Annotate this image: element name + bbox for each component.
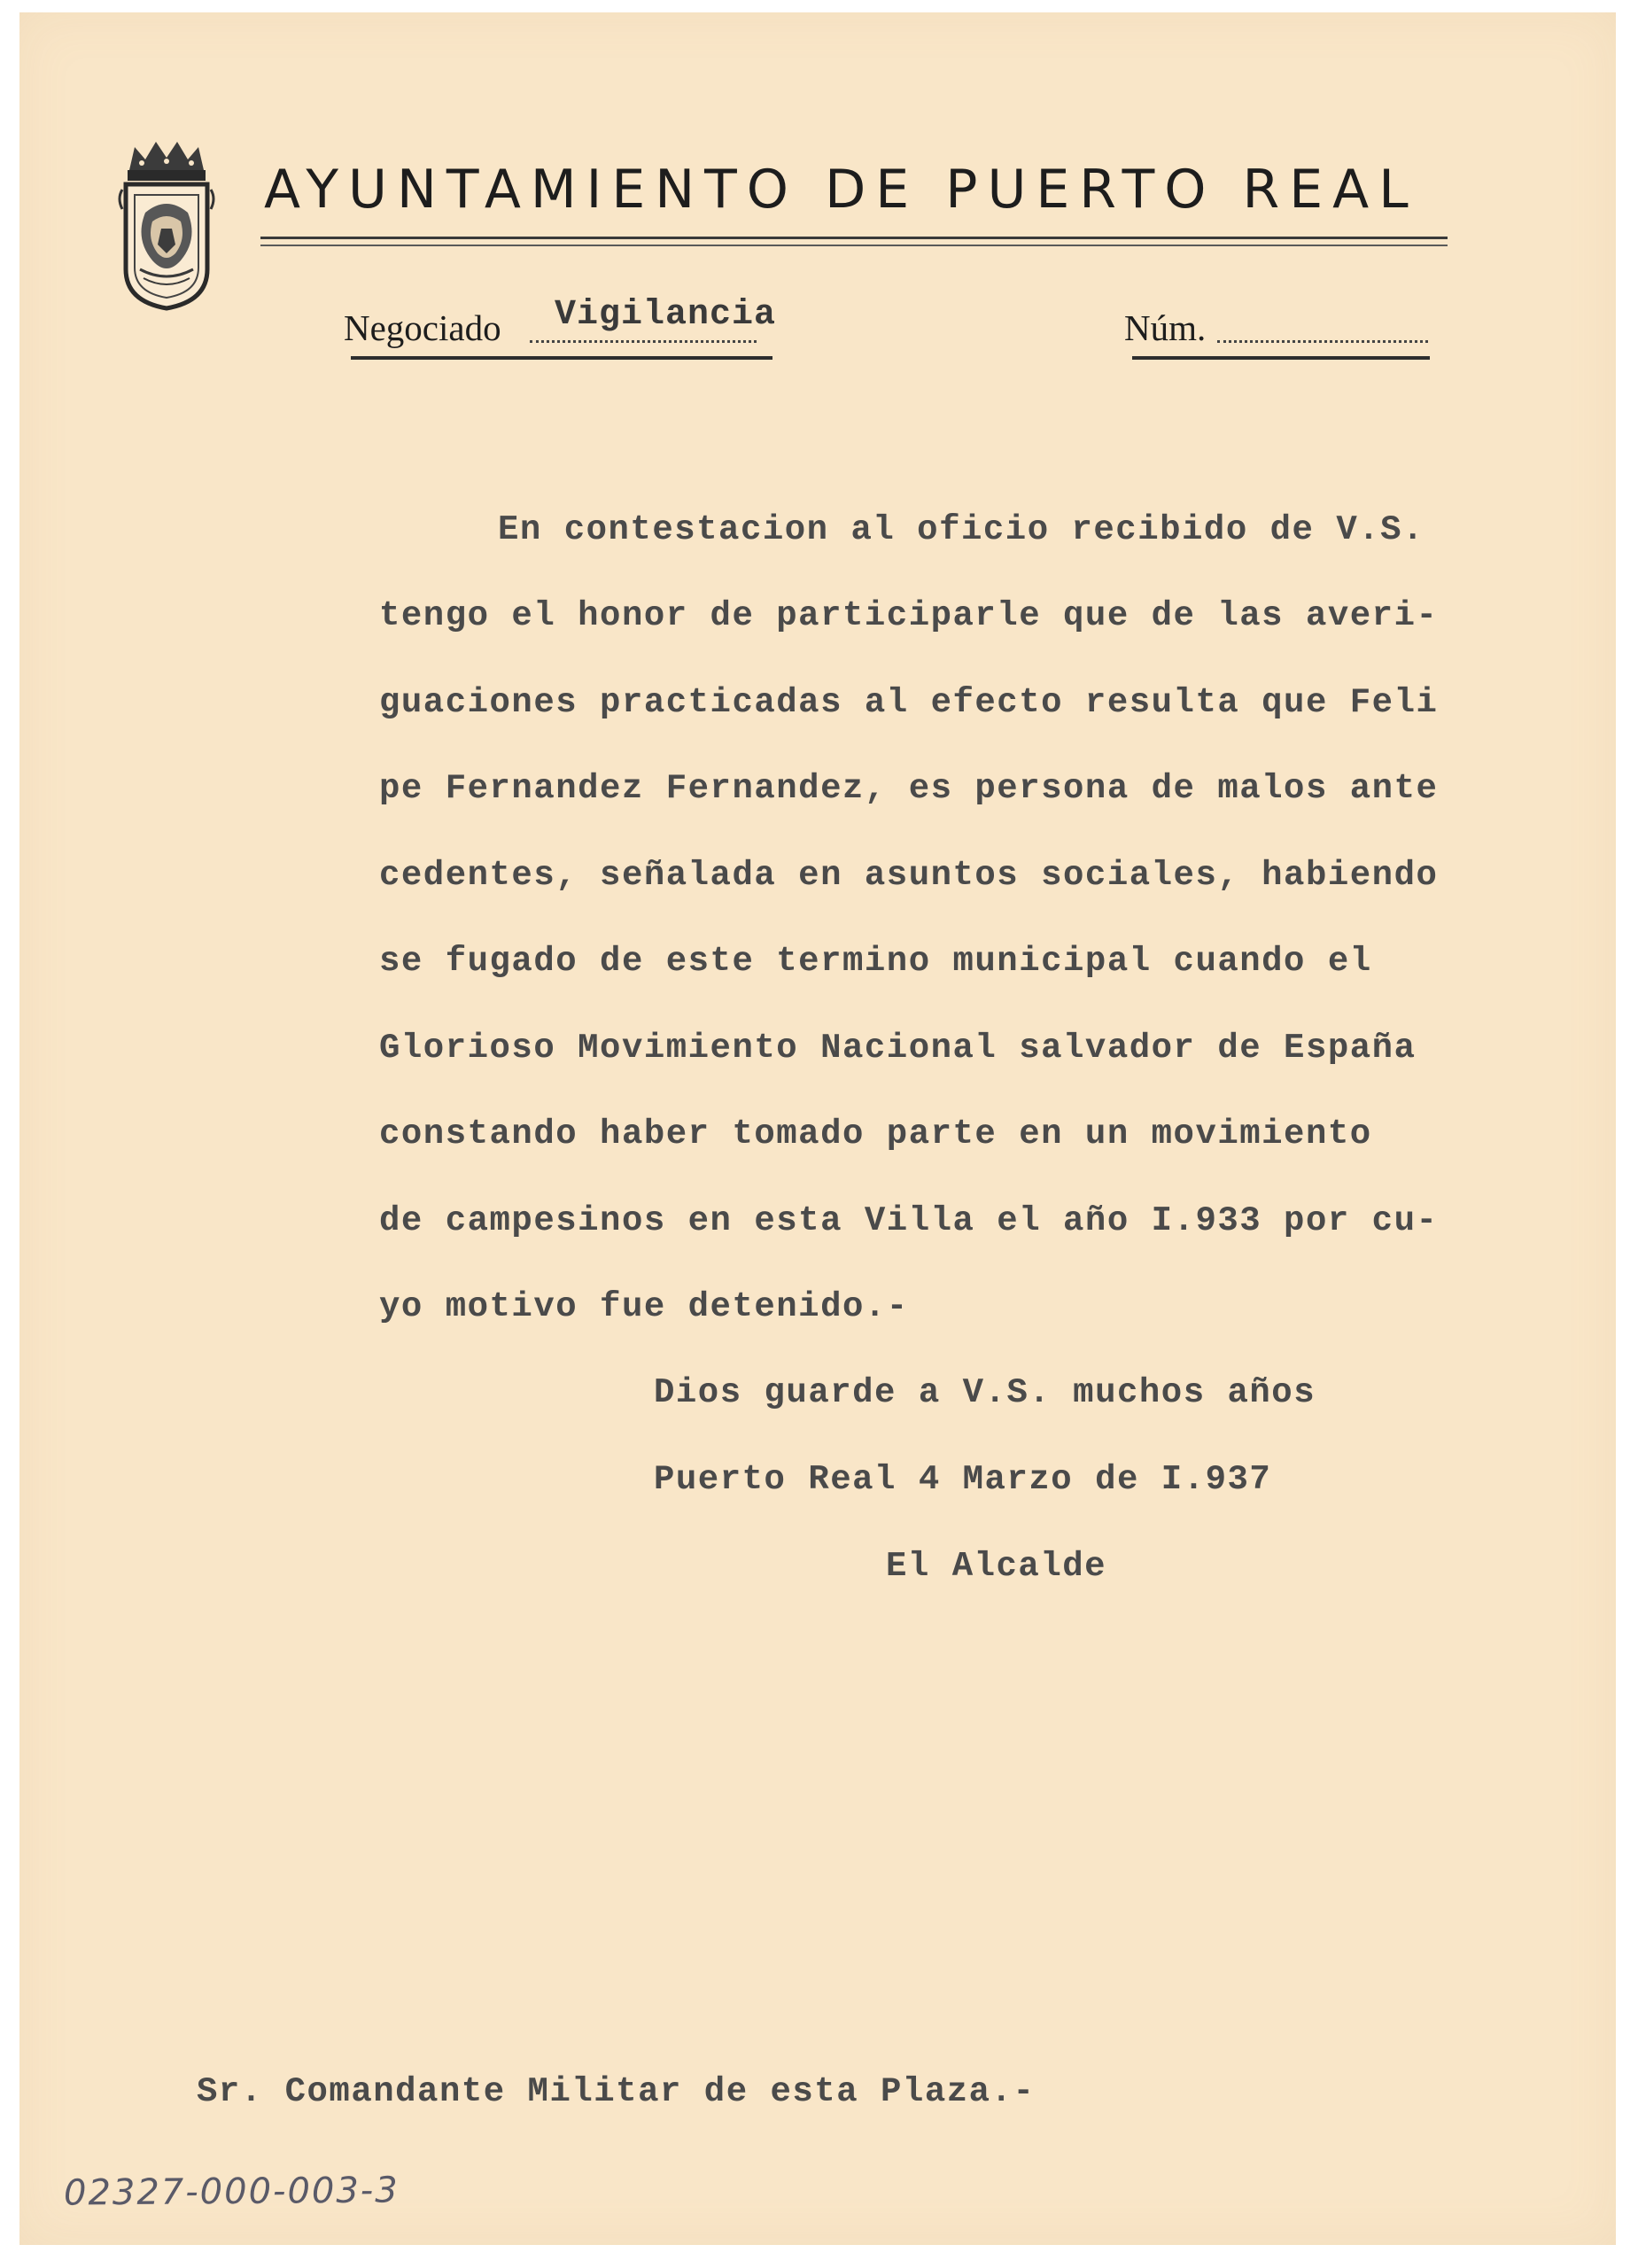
negociado-label: Negociado [344, 307, 501, 348]
closing-salutation: Dios guarde a V.S. muchos años [654, 1373, 1316, 1412]
body-line: En contestacion al oficio recibido de V.S. [498, 510, 1425, 549]
addressee: Sr. Comandante Militar de esta Plaza.- [197, 2072, 1036, 2111]
letterhead-rule-secondary [260, 245, 1448, 246]
body-line: guaciones practicadas al efecto resulta que Feli [379, 683, 1439, 722]
body-line: pe Fernandez Fernandez, es persona de malos ante [379, 769, 1439, 808]
num-underline [1132, 356, 1430, 360]
closing-signatory: El Alcalde [886, 1547, 1107, 1586]
archive-reference: 02327-000-003-3 [63, 2170, 400, 2214]
coat-of-arms-icon [117, 136, 216, 312]
negociado-value: Vigilancia [555, 295, 777, 335]
body-line: Glorioso Movimiento Nacional salvador de España [379, 1029, 1417, 1068]
negociado-underline [351, 356, 772, 360]
closing-place-date: Puerto Real 4 Marzo de I.937 [654, 1460, 1272, 1499]
body-line: se fugado de este termino municipal cuando el [379, 942, 1372, 981]
body-line: constando haber tomado parte en un movimiento [379, 1115, 1372, 1153]
letterhead-title: AYUNTAMIENTO DE PUERTO REAL [264, 159, 1418, 221]
negociado-dotted-line [530, 340, 757, 343]
letterhead-rule [260, 237, 1448, 239]
document-page [19, 12, 1619, 2245]
body-line: de campesinos en esta Villa el año I.933 por cu- [379, 1201, 1439, 1240]
body-line: tengo el honor de participarle que de las averi- [379, 596, 1439, 635]
num-label: Núm. [1124, 307, 1207, 348]
body-line: cedentes, señalada en asuntos sociales, habiendo [379, 856, 1439, 895]
num-dotted-line [1217, 340, 1428, 343]
body-line: yo motivo fue detenido.- [379, 1287, 909, 1326]
